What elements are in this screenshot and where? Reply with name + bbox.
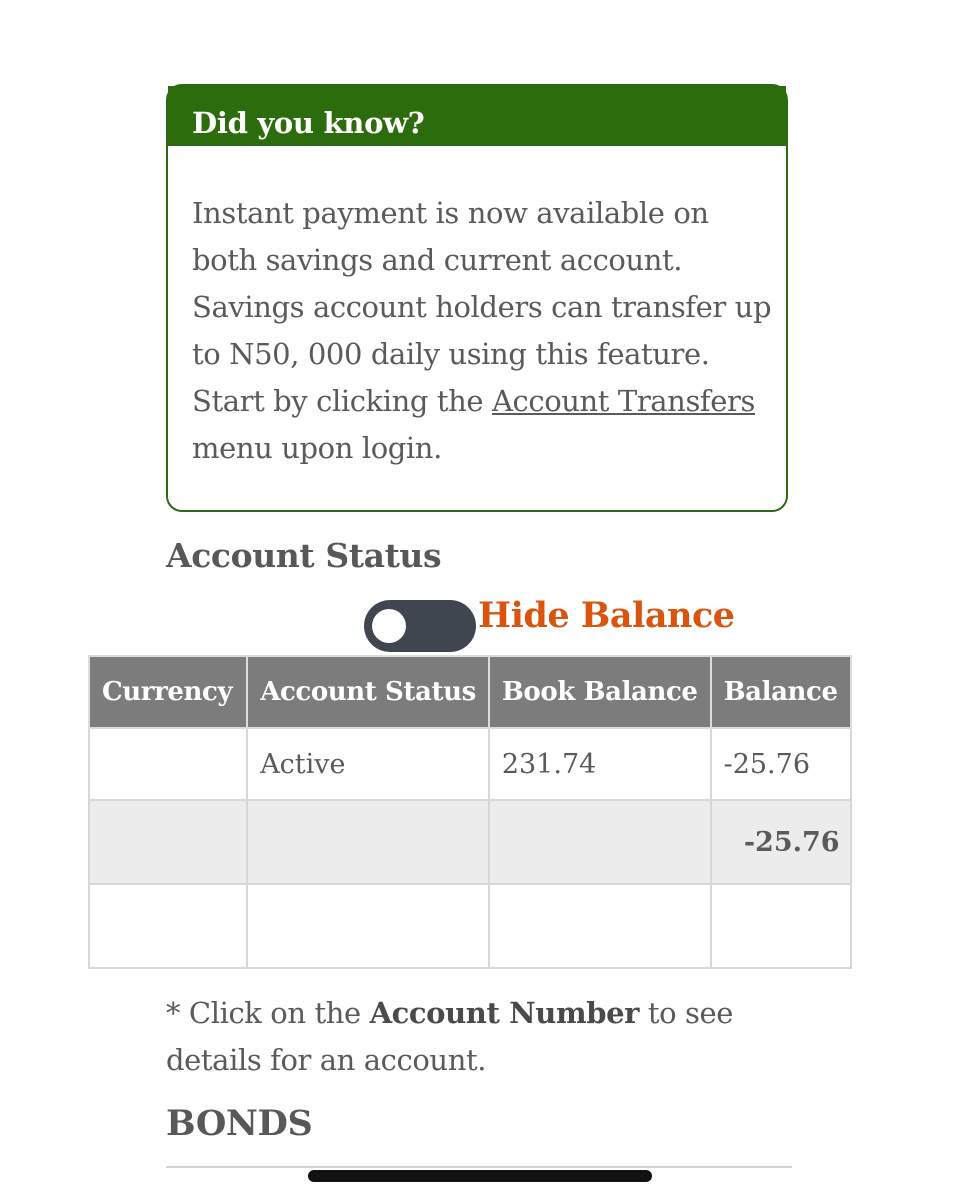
account-transfers-link[interactable]: Account Transfers — [491, 384, 755, 418]
total-balance: -25.76 — [711, 800, 851, 884]
did-you-know-title: Did you know? — [192, 106, 425, 140]
did-you-know-card — [166, 84, 788, 512]
hide-balance-toggle[interactable] — [364, 600, 476, 652]
column-header-account-status: Account Status — [247, 656, 489, 728]
empty-cell — [247, 884, 489, 968]
bonds-heading: BONDS — [166, 1103, 313, 1144]
did-you-know-header — [168, 86, 786, 146]
info-text-line1: Instant payment is now available on both savings and current account. — [192, 196, 709, 277]
column-header-balance: Balance — [711, 656, 851, 728]
table-row — [89, 728, 851, 800]
empty-cell — [89, 884, 247, 968]
cell-balance: -25.76 — [711, 728, 851, 800]
note-account-number: Account Number — [369, 996, 640, 1030]
accounts-table — [88, 655, 852, 969]
accounts-table-scroll[interactable] — [102, 655, 840, 967]
table-header-row — [89, 656, 851, 728]
home-indicator[interactable] — [308, 1170, 652, 1182]
cell-account-status: Active — [247, 728, 489, 800]
column-header-currency: Currency — [89, 656, 247, 728]
table-empty-row — [89, 884, 851, 968]
cell-book-balance: 231.74 — [489, 728, 711, 800]
note-suffix: to see details for an account. — [166, 996, 734, 1077]
total-cell-empty — [247, 800, 489, 884]
cell-currency — [89, 728, 247, 800]
empty-cell — [489, 884, 711, 968]
column-header-book-balance: Book Balance — [489, 656, 711, 728]
info-text-line2-end: menu upon login. — [192, 431, 442, 465]
did-you-know-body — [192, 190, 772, 472]
table-total-row — [89, 800, 851, 884]
info-text-line2-start: Savings account holders can transfer up to N50, 000 daily using this feature. Start by clicking the — [192, 290, 772, 418]
note-prefix: * Click on the — [166, 996, 370, 1030]
account-status-heading: Account Status — [166, 536, 442, 575]
empty-cell — [711, 884, 851, 968]
hide-balance-label[interactable]: Hide Balance — [478, 595, 735, 636]
total-cell-empty — [89, 800, 247, 884]
divider — [166, 1166, 792, 1168]
toggle-knob — [372, 609, 406, 643]
account-number-note — [166, 990, 766, 1084]
total-cell-empty — [489, 800, 711, 884]
